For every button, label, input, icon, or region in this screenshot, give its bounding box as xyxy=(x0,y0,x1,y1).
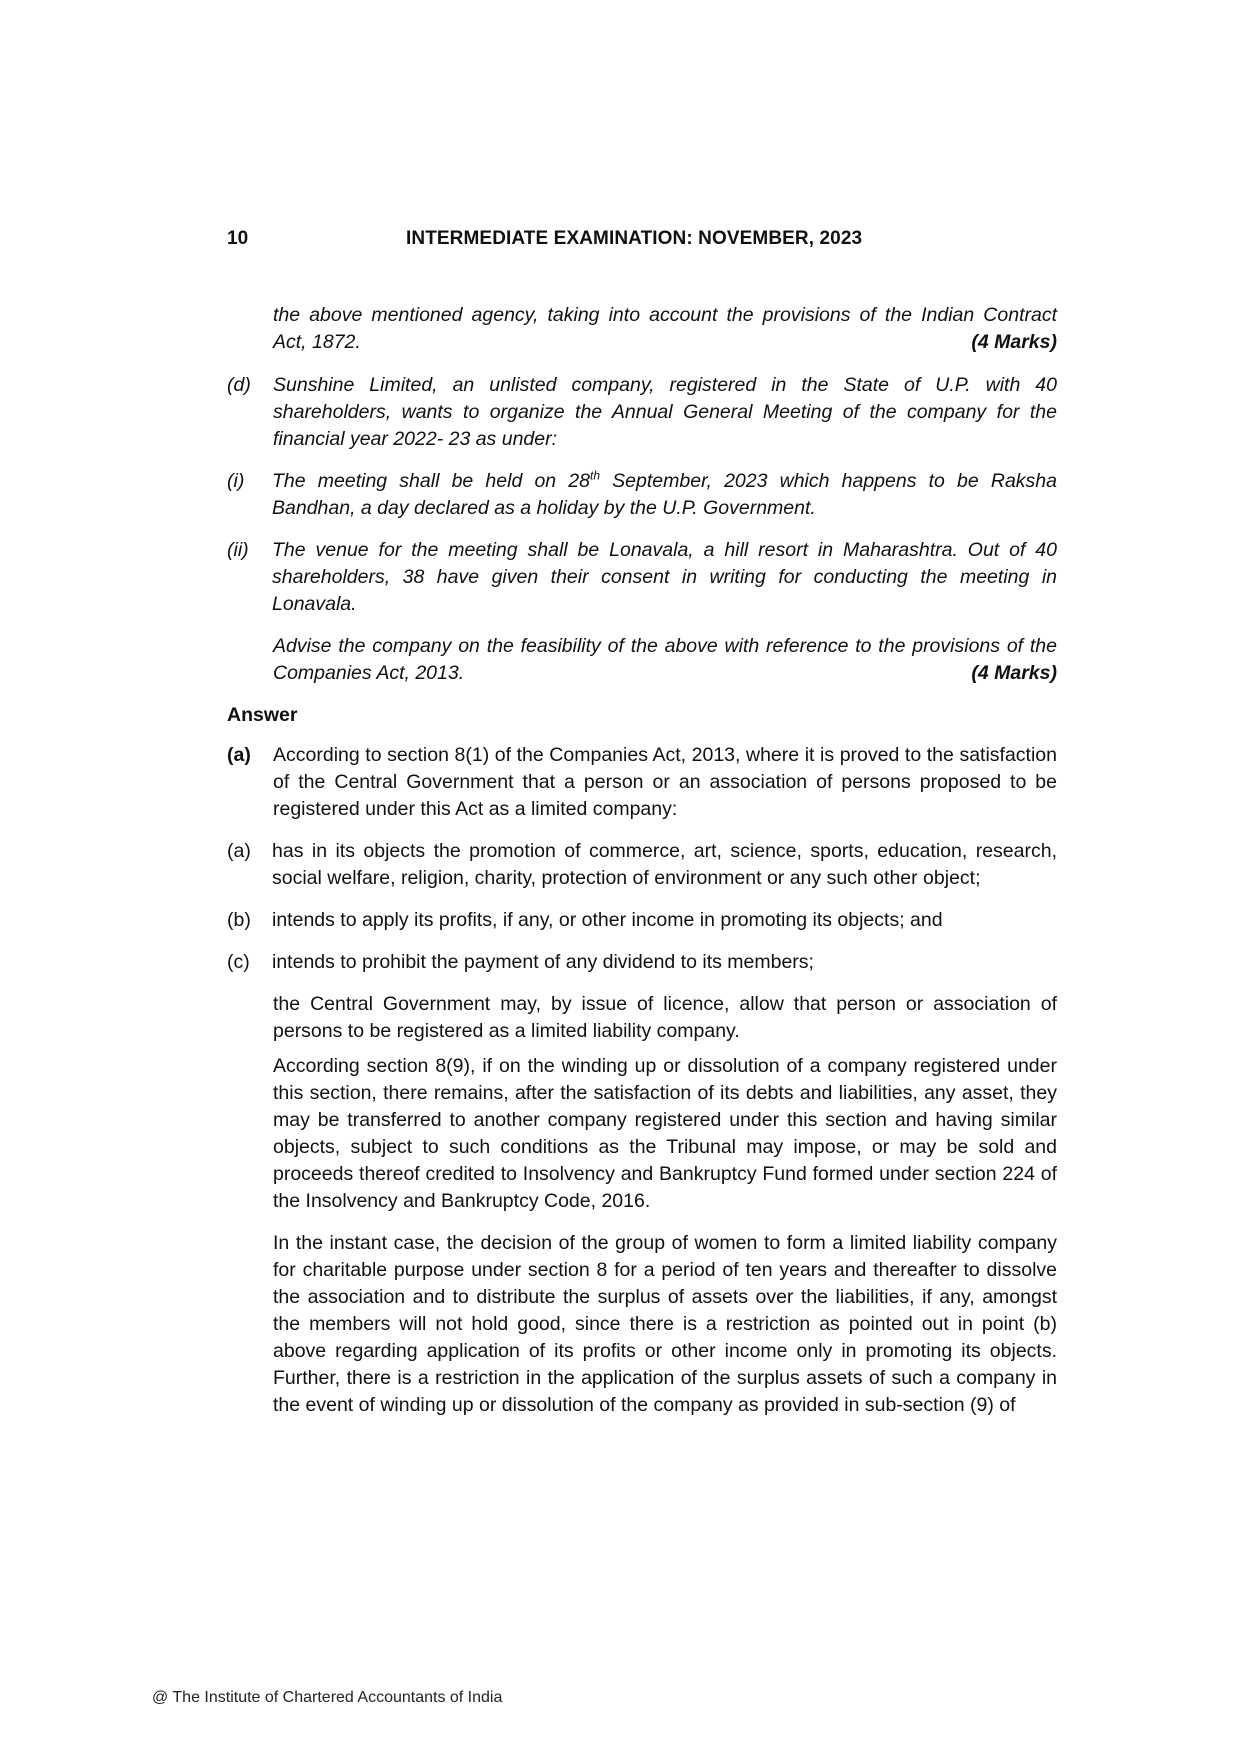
page-content xyxy=(227,302,1057,1434)
page-number: 10 xyxy=(227,228,249,249)
answer-item-b-label: (b) xyxy=(227,909,251,931)
question-d-marks: (4 Marks) xyxy=(971,662,1057,684)
answer-item-c xyxy=(227,949,1057,976)
answer-para-licence: the Central Government may, by issue of licence, allow that person or association of persons to be registered as a limited liability company. xyxy=(273,993,1057,1042)
footer-copyright: @ The Institute of Chartered Accountants of India xyxy=(152,1689,503,1706)
answer-item-b xyxy=(227,907,1057,934)
question-d-marks-line xyxy=(273,660,1057,687)
question-d-item-i-text-b: September, 2023 which happens to be Raksha Bandhan, a day declared as a holiday by the U.P. Government. xyxy=(272,470,1057,519)
answer-heading: Answer xyxy=(227,704,298,726)
answer-item-c-text: intends to prohibit the payment of any dividend to its members; xyxy=(272,951,814,973)
question-d-item-i-text xyxy=(272,468,1057,522)
ordinal-superscript: th xyxy=(590,468,601,483)
question-c-tail-line2: Act, 1872. xyxy=(273,331,361,353)
question-c-tail xyxy=(273,302,1057,356)
answer-item-c-label: (c) xyxy=(227,951,250,973)
answer-item-a xyxy=(227,838,1057,892)
question-d xyxy=(227,372,1057,453)
answer-part-a xyxy=(227,742,1057,823)
question-c-tail-line1: the above mentioned agency, taking into account the provisions of the Indian Contract xyxy=(273,304,1057,326)
answer-para-section-8-9: According section 8(9), if on the winding up or dissolution of a company registered under this section, there remains, after the satisfaction of its debts and liabilities, any asset, they may be transferred to another company registered under this section and having similar objects, subject to such conditions as the Tribunal may impose, or may be sold and proceeds thereof credited to Insolvency and Bankruptcy Fund formed under section 224 of the Insolvency and Bankruptcy Code, 2016. xyxy=(273,1055,1057,1212)
question-d-intro: Sunshine Limited, an unlisted company, registered in the State of U.P. with 40 shareholders, wants to organize the Annual General Meeting of the company for the financial year 2022- 23 as under: xyxy=(273,374,1057,450)
answer-part-a-intro: According to section 8(1) of the Companies Act, 2013, where it is proved to the satisfaction of the Central Government that a person or an association of persons proposed to be registered under this Act as a limited company: xyxy=(273,744,1057,820)
question-d-advise xyxy=(273,633,1057,687)
answer-item-a-label: (a) xyxy=(227,840,251,862)
question-d-item-i xyxy=(227,468,1057,522)
question-d-advise-line1: Advise the company on the feasibility of the above with reference to the provisions of the xyxy=(273,635,1057,657)
question-d-item-i-label: (i) xyxy=(227,470,245,492)
answer-para-instant-case: In the instant case, the decision of the group of women to form a limited liability company for charitable purpose under section 8 for a period of ten years and thereafter to dissolve the association and to distribute the surplus of assets over the liabilities, if any, amongst the members will not hold good, since there is a restriction as pointed out in point (b) above regarding application of its profits or other income only in promoting its objects. Further, there is a restriction in the application of the surplus assets of such a company in the event of winding up or dissolution of the company as provided in sub-section (9) of xyxy=(273,1232,1057,1416)
question-d-label: (d) xyxy=(227,374,251,396)
question-c-marks-line xyxy=(273,329,1057,356)
question-d-item-ii-label: (ii) xyxy=(227,539,249,561)
running-header: INTERMEDIATE EXAMINATION: NOVEMBER, 2023 xyxy=(406,228,863,249)
question-d-item-i-text-a: The meeting shall be held on 28 xyxy=(272,470,590,492)
question-d-item-ii-text: The venue for the meeting shall be Lonavala, a hill resort in Maharashtra. Out of 40 shareholders, 38 have given their consent in writing for conducting the meeting in Lonavala. xyxy=(272,539,1057,615)
question-d-item-ii xyxy=(227,537,1057,618)
question-d-advise-line2: Companies Act, 2013. xyxy=(273,662,465,684)
answer-item-a-text: has in its objects the promotion of commerce, art, science, sports, education, research, social welfare, religion, charity, protection of environment or any such other object; xyxy=(272,840,1057,889)
question-c-marks: (4 Marks) xyxy=(971,331,1057,353)
answer-part-a-label: (a) xyxy=(227,744,251,766)
answer-item-b-text: intends to apply its profits, if any, or other income in promoting its objects; and xyxy=(272,909,943,931)
